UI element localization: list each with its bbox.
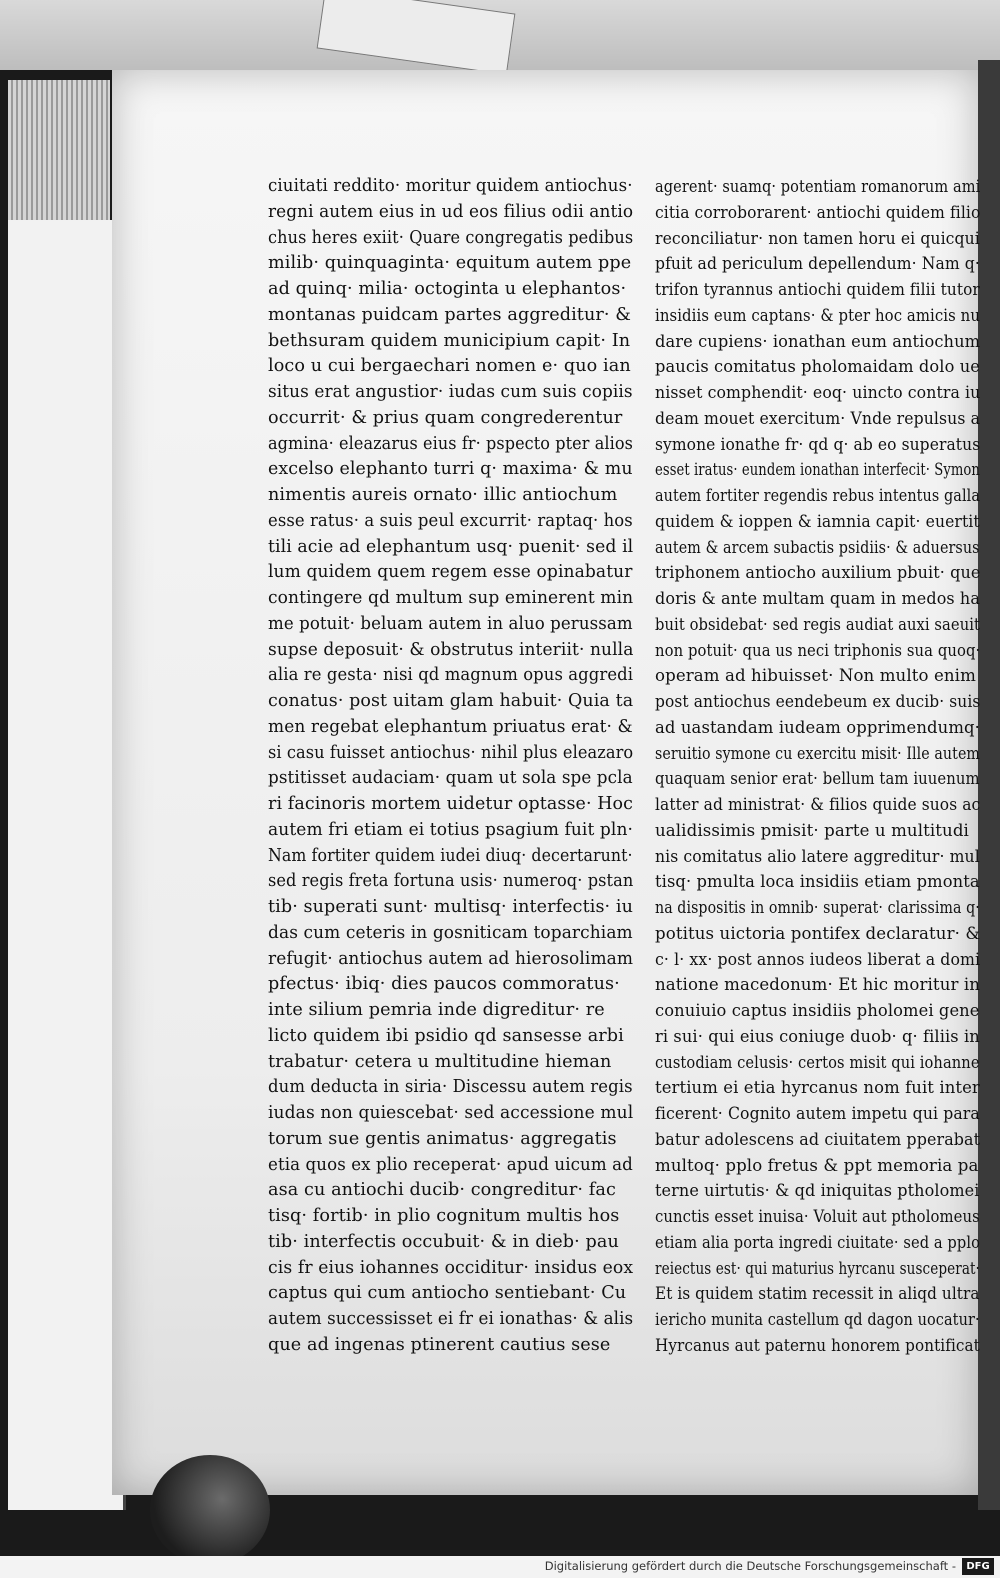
text-line: contingere qd multum sup eminerent min <box>268 588 634 608</box>
text-line: ri facinoris mortem uidetur optasse· Hoc <box>268 794 634 814</box>
text-line: potitus uictoria pontifex declaratur· & <box>655 923 981 943</box>
text-line: terne uirtutis· & qd iniquitas ptholomei <box>655 1181 980 1201</box>
text-line: custodiam celusis· certos misit qui iohanne <box>655 1052 980 1072</box>
text-line: conatus· post uitam glam habuit· Quia ta <box>268 691 634 711</box>
binding-board <box>8 220 126 1510</box>
text-line: Nam fortiter quidem iudei diuq· decertarunt· <box>268 845 633 866</box>
text-line: natione macedonum· Et hic moritur in <box>655 975 981 995</box>
text-line: Hyrcanus aut paternu honorem pontificat <box>655 1335 980 1355</box>
text-line: tisq· pmulta loca insidiis etiam pmonta <box>655 872 980 892</box>
text-line: asa cu antiochi ducib· congreditur· fac <box>268 1180 616 1201</box>
text-line: alia re gesta· nisi qd magnum opus aggredi <box>268 665 634 686</box>
text-line: tib· interfectis occubuit· & in dieb· pau <box>268 1231 619 1252</box>
funding-credit: Digitalisierung gefördert durch die Deutsche Forschungsgemeinschaft - <box>544 1559 956 1573</box>
text-line: cis fr eius iohannes occiditur· insidus eox <box>268 1257 634 1278</box>
text-line: pfuit ad periculum depellendum· Nam q· <box>655 254 980 274</box>
text-line: situs erat angustior· iudas cum suis copiis <box>268 382 633 402</box>
text-line: ad uastandam iudeam opprimendumq· <box>655 717 980 737</box>
text-line: pfectus· ibiq· dies paucos commoratus· <box>268 974 620 995</box>
text-line: ri sui· qui eius coniuge duob· q· filiis in <box>655 1026 980 1046</box>
text-line: nisset comphendit· eoq· uincto contra iu <box>655 383 981 402</box>
text-line: montanas puidcam partes aggreditur· & <box>268 304 632 325</box>
text-line: bethsuram quidem municipium capit· In <box>268 330 631 351</box>
book-edge <box>8 80 110 220</box>
text-line: post antiochus eendebeum ex ducib· suis <box>655 692 981 711</box>
text-line: men regebat elephantum priuatus erat· & <box>268 716 633 737</box>
text-line: licto quidem ibi psidio qd sansesse arbi <box>268 1025 624 1046</box>
text-line: etia quos ex plio receperat· apud uicum ad <box>268 1154 633 1175</box>
text-line: esset iratus· eundem ionathan interfecit· Symon <box>655 460 980 480</box>
text-line: tertium ei etia hyrcanus nom fuit inter <box>655 1078 980 1098</box>
text-line: buit obsidebat· sed regis audiat auxi saeuit <box>655 614 981 634</box>
text-line: insidiis eum captans· & pter hoc amicis nu <box>655 305 980 325</box>
text-line: dare cupiens· ionathan eum antiochum <box>655 331 981 351</box>
text-line: triphonem antiocho auxilium pbuit· que <box>655 563 981 583</box>
text-line: quaquam senior erat· bellum tam iuuenum <box>655 769 980 789</box>
text-line: loco u cui bergaechari nomen e· quo ian <box>268 356 631 377</box>
text-line: refugit· antiochus autem ad hierosolimam <box>268 948 634 969</box>
text-line: symone ionathe fr· qd q· ab eo superatus <box>655 434 981 454</box>
text-line: operam ad hibuisset· Non multo enim <box>655 666 976 686</box>
text-line: reiectus est· qui maturius hyrcanu susceperat· <box>655 1258 980 1278</box>
text-line: tili acie ad elephantum usq· puenit· sed il <box>268 536 634 557</box>
text-line: na dispositis in omnib· superat· clarissima q· <box>655 898 980 917</box>
text-line: esse ratus· a suis peul excurrit· raptaq· hos <box>268 510 633 531</box>
text-line: doris & ante multam quam in medos ha <box>655 589 980 608</box>
text-line: etiam alia porta ingredi ciuitate· sed a pplo <box>655 1232 980 1252</box>
text-line: agmina· eleazarus eius fr· pspecto pter alios <box>268 433 633 454</box>
text-line: conuiuio captus insidiis pholomei gene <box>655 1001 980 1020</box>
holding-hand <box>150 1455 270 1565</box>
text-line: chus heres exiit· Quare congregatis pedibus <box>268 227 634 248</box>
text-line: ualidissimis pmisit· parte u multitudi <box>655 820 969 840</box>
text-line: deam mouet exercitum· Vnde repulsus a <box>655 408 981 428</box>
text-line: paucis comitatus pholomaidam dolo ue <box>655 357 980 377</box>
dfg-logo: DFG <box>962 1558 994 1575</box>
text-line: cunctis esset inuisa· Voluit aut ptholomeus <box>655 1207 980 1226</box>
text-line: das cum ceteris in gosniticam toparchiam <box>268 922 633 943</box>
text-line: nimentis aureis ornato· illic antiochum <box>268 485 618 505</box>
text-line: inte silium pemria inde digreditur· re <box>268 1000 605 1020</box>
text-line: ficerent· Cognito autem impetu qui para <box>655 1104 980 1123</box>
text-line: trifon tyrannus antiochi quidem filii tutor <box>655 280 980 299</box>
text-line: supse deposuit· & obstrutus interiit· nulla <box>268 639 634 660</box>
text-line: captus qui cum antiocho sentiebant· Cu <box>268 1283 627 1304</box>
text-line: sed regis freta fortuna usis· numeroq· pstan <box>268 871 634 892</box>
text-line: agerent· suamq· potentiam romanorum ami <box>655 177 981 196</box>
text-line: excelso elephanto turri q· maxima· & mu <box>268 459 633 480</box>
right-text-column <box>655 174 980 1359</box>
left-text-column <box>268 174 633 1359</box>
text-line: ciuitati reddito· moritur quidem antiochus· <box>268 176 633 196</box>
text-line: seruitio symone cu exercitu misit· Ille autem <box>655 743 980 763</box>
text-line: Et is quidem statim recessit in aliqd ultra <box>655 1284 980 1304</box>
text-line: citia corroborarent· antiochi quidem filio <box>655 202 981 222</box>
text-line: regni autem eius in ud eos filius odii antio <box>268 201 634 222</box>
text-line: me potuit· beluam autem in aluo perussam <box>268 613 633 634</box>
text-line: tisq· fortib· in plio cognitum multis hos <box>268 1206 620 1226</box>
text-line: iericho munita castellum qd dagon uocatur· <box>655 1310 980 1329</box>
text-line: trabatur· cetera u multitudine hieman <box>268 1051 612 1072</box>
text-line: nis comitatus alio latere aggreditur· mul <box>655 846 980 866</box>
text-line: batur adolescens ad ciuitatem pperabat <box>655 1129 981 1149</box>
text-line: que ad ingenas ptinerent cautius sese <box>268 1334 611 1355</box>
text-line: autem fortiter regendis rebus intentus galla <box>655 486 981 505</box>
text-line: ad quinq· milia· octoginta u elephantos· <box>268 279 627 299</box>
text-line: reconciliatur· non tamen horu ei quicqui <box>655 228 980 248</box>
text-line: non potuit· qua us neci triphonis sua quoq· <box>655 640 981 660</box>
page-edge-shadow <box>978 60 1000 1510</box>
text-line: dum deducta in siria· Discessu autem regis <box>268 1077 633 1098</box>
text-line: c· l· xx· post annos iudeos liberat a domi <box>655 949 981 969</box>
text-line: autem & arcem subactis psidiis· & aduersus <box>655 537 980 557</box>
text-line: latter ad ministrat· & filios quide suos ac <box>655 795 981 814</box>
text-line: occurrit· & prius quam congrederentur <box>268 407 623 428</box>
footer-bar <box>0 1556 1000 1578</box>
text-line: pstitisset audaciam· quam ut sola spe pcla <box>268 768 633 789</box>
text-line: multoq· pplo fretus & ppt memoria pa <box>655 1155 979 1175</box>
text-line: autem successisset ei fr ei ionathas· & alis <box>268 1309 634 1329</box>
text-line: milib· quinquaginta· equitum autem ppe <box>268 253 632 274</box>
text-line: autem fri etiam ei totius psagium fuit pln· <box>268 819 634 840</box>
text-line: quidem & ioppen & iamnia capit· euertit <box>655 511 980 531</box>
text-line: iudas non quiescebat· sed accessione mul <box>268 1103 634 1123</box>
text-line: torum sue gentis animatus· aggregatis <box>268 1128 617 1149</box>
text-line: si casu fuisset antiochus· nihil plus eleazaro <box>268 742 634 763</box>
text-line: lum quidem quem regem esse opinabatur <box>268 562 633 583</box>
text-line: tib· superati sunt· multisq· interfectis· iu <box>268 897 634 917</box>
